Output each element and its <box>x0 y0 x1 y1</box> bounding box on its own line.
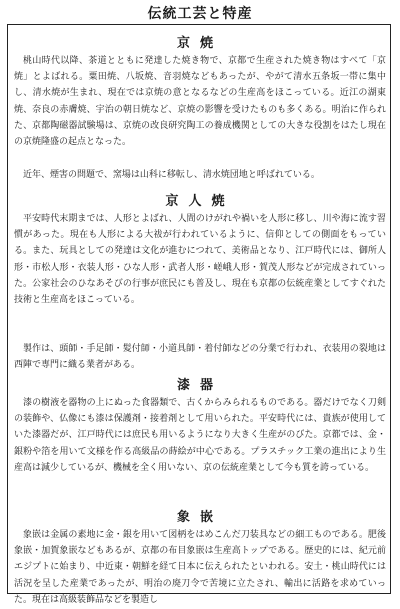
paragraph: 製作は、頭師・手足師・髪付師・小道具師・着付師などの分業で行われ、衣装用の裂地は西陣で専門に織る業者がある。 <box>14 344 386 371</box>
document-frame <box>7 24 391 605</box>
paragraph-block <box>8 527 392 609</box>
section-heading: 象嵌 <box>176 510 223 525</box>
paragraph-block <box>8 211 392 341</box>
paragraph: 近年、煙害の問題で、窯場は山科に移転し、清水焼団地と呼ばれている。 <box>23 170 320 180</box>
paragraph-block <box>8 167 392 184</box>
section-kyoningyo <box>8 193 392 374</box>
section-zogan <box>8 509 392 609</box>
section-heading: 漆器 <box>176 378 223 393</box>
paragraph: 漆の樹液を器物の上にぬった食器類で、古くからみられるものである。器だけでなく刀剣の装飾や、仏像にも漆は保護剤・接着剤として用いられた。平安時代には、貴族が使用していた漆器だが、江戸時代には庶民も用いるようになり大きく生産がのびた。京都では、金・銀粉や箔を用いて文様を作る高級品の蒔絵が中心である。プラスチック工業の進出により生産高は減少しているが、機械を全く用いない、京の伝統産業として今も質を誇っている。 <box>14 398 386 473</box>
paragraph-block <box>8 341 392 374</box>
paragraph: 桃山時代以降、茶道とともに発達した焼き物で、京都で生産された焼き物はすべて「京焼」とよばれる。粟田焼、八坂焼、音羽焼などもあったが、やがて清水五条坂一帯に集中し、清水焼が生まれ、現在では京焼の意となるなどの生産高をほこっている。近江の湖東焼、奈良の赤膚焼、宇治の朝日焼など、京焼の影響を受けたものも多くある。明治に作られた、京都陶磁器試験場は、京焼の改良研究陶工の養成機関としての大きな役割をはたし現在の京焼隆盛の起点となった。 <box>14 56 386 148</box>
page-title: 伝統工芸と特産 <box>147 6 253 22</box>
paragraph: 象嵌は金属の素地に金・銀を用いて図柄をはめこんだ刀装具などの細工ものである。肥後象嵌・加賀象嵌などもあるが、京都の布目象嵌は生産高トップである。歴史的には、紀元前エジプトに始まり、中近東・朝鮮を経て日本に伝えられたといわれる。安土・桃山時代には活況を呈した産業であったが、明治の廃刀令で苦境に立たされ、輸出に活路を求めていった。現在は高級装飾品などを製造し <box>14 530 386 605</box>
paragraph-block <box>8 53 392 167</box>
paragraph-block <box>8 395 392 525</box>
section-shikki <box>8 377 392 525</box>
section-heading: 京人焼 <box>165 194 235 209</box>
paragraph: 平安時代末期までは、人形とよばれ、人間のけがれや禍いを人形に移し、川や海に流す習慣があった。現在も人形による大祓が行われているように、信仰としての側面をもっている。また、玩具としての発達は文化が進むにつれて、美術品となり、江戸時代には、御所人形・市松人形・衣装人形・ひな人形・武者人形・嵯峨人形・賀茂人形などが完成されていった。公家社会のひなあそびの行事が庶民にも普及し、現在も京都の伝統産業としてすぐれた技術と生産高をほこっている。 <box>14 214 386 306</box>
section-kyoyaki <box>8 35 392 184</box>
section-heading: 京焼 <box>176 36 223 51</box>
